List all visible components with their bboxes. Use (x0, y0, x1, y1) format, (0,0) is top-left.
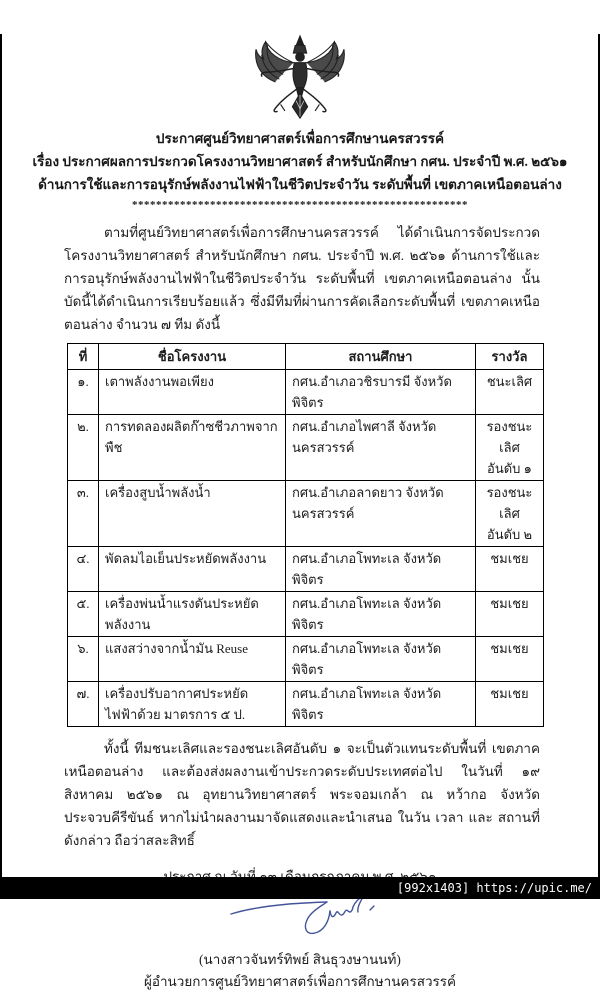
award-name (476, 415, 544, 481)
award-line1: ชนะเลิศ (486, 374, 533, 389)
document-page (0, 34, 600, 989)
award-name (476, 481, 544, 547)
signatory-name: (นางสาวจันทร์ทิพย์ สินธุวงษานนท์) (199, 952, 401, 967)
award-name (476, 370, 544, 415)
col-header-no: ที่ (68, 344, 99, 370)
award-line1: ชมเชย (490, 596, 529, 611)
results-table (67, 343, 544, 727)
table-row (68, 682, 544, 727)
table-row (68, 415, 544, 481)
col-header-school: สถานศึกษา (286, 344, 476, 370)
row-no: ๑. (68, 370, 99, 415)
project-name: เครื่องสูบน้ำพลังน้ำ (99, 481, 286, 547)
project-name: เตาพลังงานพอเพียง (99, 370, 286, 415)
row-no: ๗. (68, 682, 99, 727)
table-row (68, 592, 544, 637)
footer-bar (2, 877, 598, 899)
project-name: เครื่องปรับอากาศประหยัดไฟฟ้าด้วย มาตรการ ๕ ป. (99, 682, 286, 727)
row-no: ๒. (68, 415, 99, 481)
col-header-project: ชื่อโครงงาน (99, 344, 286, 370)
school-name: กศน.อำเภอโพทะเล จังหวัดพิจิตร (286, 592, 476, 637)
school-name: กศน.อำเภอโพทะเล จังหวัดพิจิตร (286, 547, 476, 592)
row-no: ๔. (68, 547, 99, 592)
school-name: กศน.อำเภอโพทะเล จังหวัดพิจิตร (286, 682, 476, 727)
school-name: กศน.อำเภอไพศาลี จังหวัดนครสวรรค์ (286, 415, 476, 481)
intro-paragraph: ตามที่ศูนย์วิทยาศาสตร์เพื่อการศึกษานครสวรรค์ ได้ดำเนินการจัดประกวดโครงงานวิทยาศาสตร์ สำหรับนักศึกษา กศน. ประจำปี พ.ศ. ๒๕๖๑ ด้านการใช้และการอนุรักษ์พลังงานไฟฟ้าในชีวิตประจำวัน ระดับพื้นที่ เขตภาคเหนือตอนล่าง นั้น บัดนี้ได้ดำเนินการเรียบร้อยแล้ว ซึ่งมีทีมที่ผ่านการคัดเลือกระดับพื้นที่ เขตภาคเหนือตอนล่าง จำนวน ๗ ทีม ดังนี้ (64, 225, 540, 332)
table-header-row (68, 344, 544, 370)
scope-line: ด้านการใช้และการอนุรักษ์พลังงานไฟฟ้าในชีวิตประจำวัน ระดับพื้นที่ เขตภาคเหนือตอนล่าง (38, 177, 562, 192)
award-line2: อันดับ ๒ (486, 527, 533, 542)
project-name: แสงสว่างจากน้ำมัน Reuse (99, 637, 286, 682)
school-name: กศน.อำเภอโพทะเล จังหวัดพิจิตร (286, 637, 476, 682)
signatory-title: ผู้อำนวยการศูนย์วิทยาศาสตร์เพื่อการศึกษานครสวรรค์ (143, 974, 457, 989)
award-line2: อันดับ ๑ (487, 461, 532, 476)
table-row (68, 481, 544, 547)
footer-watermark-text: [992x1403] https://upic.me/ (396, 881, 592, 895)
table-row (68, 547, 544, 592)
row-no: ๓. (68, 481, 99, 547)
award-line1: ชมเชย (490, 686, 529, 701)
school-name: กศน.อำเภอลาดยาว จังหวัดนครสวรรค์ (286, 481, 476, 547)
announcement-title: ประกาศศูนย์วิทยาศาสตร์เพื่อการศึกษานครสวรรค์ (155, 131, 445, 146)
project-name: การทดลองผลิตก๊าซชีวภาพจากพืช (99, 415, 286, 481)
table-row (68, 370, 544, 415)
table-row (68, 637, 544, 682)
col-header-award: รางวัล (476, 344, 544, 370)
school-name: กศน.อำเภอวชิรบารมี จังหวัดพิจิตร (286, 370, 476, 415)
row-no: ๖. (68, 637, 99, 682)
award-name (476, 547, 544, 592)
award-name (476, 682, 544, 727)
project-name: เครื่องพ่นน้ำแรงดันประหยัดพลังงาน (99, 592, 286, 637)
separator-line: ******************************************************** (132, 199, 468, 211)
subject-line: เรื่อง ประกาศผลการประกวดโครงงานวิทยาศาสตร์ สำหรับนักศึกษา กศน. ประจำปี พ.ศ. ๒๕๖๑ (32, 154, 568, 169)
row-no: ๕. (68, 592, 99, 637)
signature-image (227, 893, 402, 945)
project-name: พัดลมไอเย็นประหยัดพลังงาน (99, 547, 286, 592)
award-line1: ชมเชย (490, 551, 529, 566)
award-line1: ชมเชย (490, 641, 529, 656)
award-name (476, 592, 544, 637)
award-name (476, 637, 544, 682)
closing-paragraph: ทั้งนี้ ทีมชนะเลิศและรองชนะเลิศอันดับ ๑ จะเป็นตัวแทนระดับพื้นที่ เขตภาคเหนือตอนล่าง และต้องส่งผลงานเข้าประกวดระดับประเทศต่อไป ในวันที่ ๑๙ สิงหาคม ๒๕๖๑ ณ อุทยานวิทยาศาสตร์ พระจอมเกล้า ณ หว้ากอ จังหวัดประจวบคีรีขันธ์ หากไม่นำผลงานมาจัดแสดงและนำเสนอ ในวัน เวลา และ สถานที่ดังกล่าว ถือว่าสละสิทธิ์ (64, 741, 540, 848)
award-line1: รองชนะเลิศ (486, 485, 533, 521)
garuda-emblem-icon (252, 34, 348, 122)
award-line1: รองชนะเลิศ (486, 419, 533, 455)
